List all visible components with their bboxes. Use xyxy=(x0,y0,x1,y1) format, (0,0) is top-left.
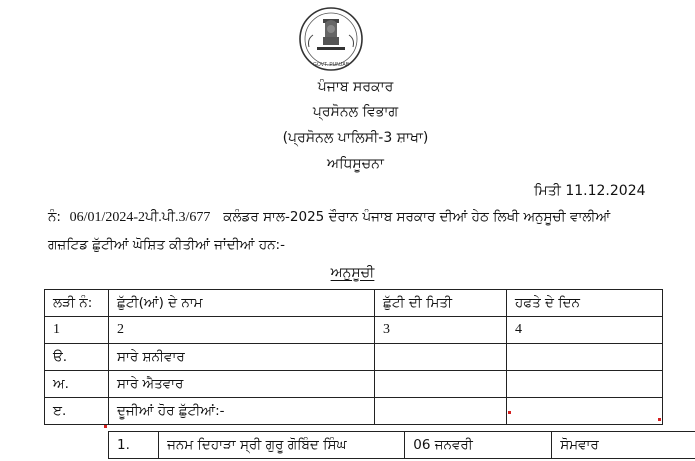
schedule-title: ਅਨੁਸੂਚੀ xyxy=(330,265,375,281)
column-number: 3 xyxy=(375,317,507,344)
table-numbering-row xyxy=(45,317,663,344)
sub-row-holiday-date: 06 ਜਨਵਰੀ xyxy=(405,432,552,459)
row-weekday xyxy=(507,371,663,398)
column-number: 4 xyxy=(507,317,663,344)
row-holiday-date xyxy=(375,344,507,371)
row-holiday-date xyxy=(375,398,507,425)
row-sr: ਅ. xyxy=(45,371,109,398)
row-holiday-date xyxy=(375,371,507,398)
notification-heading: ਅਧਿਸੂਚਨਾ xyxy=(327,156,384,172)
holiday-table xyxy=(44,289,663,425)
reference-prefix: ਨੰ: xyxy=(48,209,61,225)
schedule-title-wrap xyxy=(0,265,695,281)
header-holiday-name: ਛੁੱਟੀ(ਆਂ) ਦੇ ਨਾਮ xyxy=(109,290,375,317)
header-weekday: ਹਫਤੇ ਦੇ ਦਿਨ xyxy=(507,290,663,317)
scan-mark xyxy=(508,411,511,414)
govt-name: ਪੰਜਾਬ ਸਰਕਾਰ xyxy=(317,79,394,95)
row-holiday-name: ਸਾਰੇ ਸ਼ਨੀਵਾਰ xyxy=(109,344,375,371)
table-header-row xyxy=(45,290,663,317)
table-row xyxy=(45,344,663,371)
row-weekday xyxy=(507,398,663,425)
notification-text-line2: ਗਜ਼ਟਿਡ ਛੁੱਟੀਆਂ ਘੋਸ਼ਿਤ ਕੀਤੀਆਂ ਜਾਂਦੀਆਂ ਹਨ:- xyxy=(48,237,285,253)
column-number: 2 xyxy=(109,317,375,344)
row-sr: ੳ. xyxy=(45,344,109,371)
notification-text-line1: ਕਲੰਡਰ ਸਾਲ-2025 ਦੌਰਾਨ ਪੰਜਾਬ ਸਰਕਾਰ ਦੀਆਂ ਹੇਠ ਲਿਖੀ ਅਨੁਸੂਚੀ ਵਾਲੀਆਂ xyxy=(223,209,611,225)
column-number: 1 xyxy=(45,317,109,344)
reference-number: 06/01/2024-2ਪੀ.ਪੀ.3/677 xyxy=(69,210,211,225)
row-holiday-name: ਸਾਰੇ ਐਤਵਾਰ xyxy=(109,371,375,398)
header-holiday-date: ਛੁੱਟੀ ਦੀ ਮਿਤੀ xyxy=(375,290,507,317)
notification-reference xyxy=(48,209,610,226)
scan-mark xyxy=(104,425,107,428)
sub-row-holiday-name: ਜਨਮ ਦਿਹਾੜਾ ਸ੍ਰੀ ਗੁਰੂ ਗੋਬਿੰਦ ਸਿੰਘ xyxy=(159,432,405,459)
department-name: ਪ੍ਰਸੋਨਲ ਵਿਭਾਗ xyxy=(312,104,399,120)
row-sr: ੲ. xyxy=(45,398,109,425)
sub-row-weekday: ਸੋਮਵਾਰ xyxy=(552,432,695,459)
other-holidays-table xyxy=(108,431,695,459)
table-row xyxy=(45,371,663,398)
row-holiday-name: ਦੂਜੀਆਂ ਹੋਰ ਛੁੱਟੀਆਂ:- xyxy=(109,398,375,425)
emblem-caption: GOVT. PUNJAB xyxy=(312,62,350,68)
notification-date: ਮਿਤੀ 11.12.2024 xyxy=(534,183,646,199)
table-row xyxy=(109,432,695,459)
table-row xyxy=(45,398,663,425)
punjab-govt-emblem xyxy=(287,5,375,75)
header-sr-no: ਲੜੀ ਨੰ: xyxy=(45,290,109,317)
sub-row-no: 1. xyxy=(109,432,159,459)
scan-mark xyxy=(658,418,661,421)
branch-name: (ਪ੍ਰਸੋਨਲ ਪਾਲਿਸੀ-3 ਸ਼ਾਖਾ) xyxy=(282,130,429,146)
row-weekday xyxy=(507,344,663,371)
